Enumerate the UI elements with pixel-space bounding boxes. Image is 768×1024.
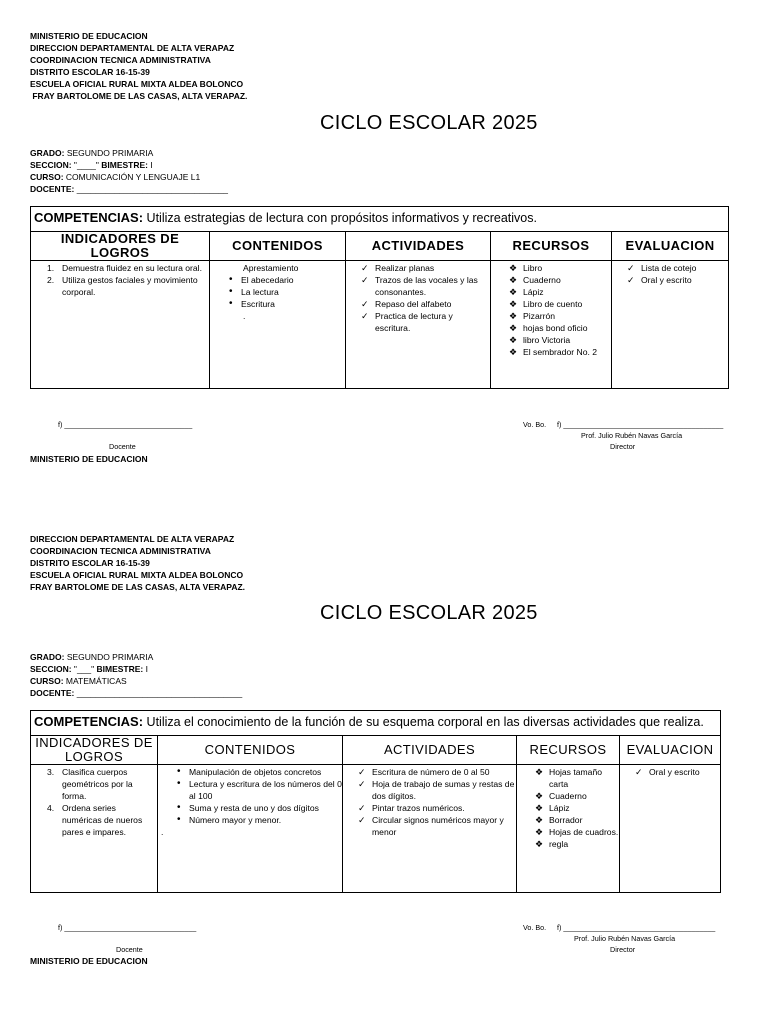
grado-value: SEGUNDO PRIMARIA [64, 652, 154, 662]
header-line: MINISTERIO DE EDUCACION [30, 31, 148, 41]
col-header-actividades: ACTIVIDADES [343, 736, 517, 765]
seccion-line [30, 159, 228, 171]
page2-title: CICLO ESCOLAR 2025 [320, 602, 538, 624]
footer-ministry: MINISTERIO DE EDUCACION [30, 454, 148, 464]
list-item: ❖ Lápiz [509, 287, 544, 297]
list-item: ❖ Borrador [535, 815, 583, 825]
seccion-value: "___" [71, 664, 97, 674]
docente-label: DOCENTE: [30, 688, 75, 698]
contenidos-heading: Aprestamiento [243, 263, 299, 273]
list-item: ❖ Cuaderno [509, 275, 561, 285]
list-item: • El abecedario [229, 274, 294, 285]
contenidos-tail: . [161, 827, 164, 837]
docente-value: ___________________________________ [74, 688, 243, 698]
list-item: • Manipulación de objetos concretos [177, 766, 322, 777]
col-header-indicadores: INDICADORES DE LOGROS [31, 736, 158, 765]
col-header-evaluacion: EVALUACION [612, 232, 729, 261]
header-line: DIRECCION DEPARTAMENTAL DE ALTA VERAPAZ [30, 43, 235, 53]
docente-signature-role: Docente [116, 945, 143, 954]
header-line: ESCUELA OFICIAL RURAL MIXTA ALDEA BOLONCO [30, 570, 244, 580]
director-signature-line: f) ______________________________________ [557, 923, 716, 932]
seccion-label: SECCION: [30, 160, 72, 170]
indicadores-cell [31, 765, 158, 893]
list-item: ❖ Libro [509, 263, 543, 273]
col-header-recursos: RECURSOS [491, 232, 612, 261]
col-header-indicadores: INDICADORES DE LOGROS [31, 232, 210, 261]
header-line: ESCUELA OFICIAL RURAL MIXTA ALDEA BOLONCO [30, 79, 244, 89]
header-line: FRAY BARTOLOME DE LAS CASAS, ALTA VERAPAZ. [30, 91, 248, 101]
competencias-text: Utiliza el conocimiento de la función de su esquema corporal en las diversas actividades que realiza. [143, 715, 704, 729]
contenidos-cell [210, 261, 346, 389]
list-item: ❖ Lápiz [535, 803, 570, 813]
list-item: ❖ Cuaderno [535, 791, 587, 801]
actividades-cell [346, 261, 491, 389]
competencias-row [31, 207, 729, 232]
list-item: • La lectura [229, 286, 279, 297]
header-line: DISTRITO ESCOLAR 16-15-39 [30, 558, 150, 568]
col-header-contenidos: CONTENIDOS [210, 232, 346, 261]
list-item: ✓ Circular signos numéricos mayor y menor [358, 815, 504, 837]
seccion-line [30, 663, 242, 675]
list-item: 3. Clasifica cuerpos geométricos por la forma. [47, 767, 133, 801]
col-header-contenidos: CONTENIDOS [158, 736, 343, 765]
director-name: Prof. Julio Rubén Navas García [574, 934, 676, 943]
list-item: 4. Ordena series numéricas de nueros pares e impares. [47, 803, 143, 837]
director-name: Prof. Julio Rubén Navas García [581, 431, 683, 440]
seccion-label: SECCION: [30, 664, 72, 674]
director-signature-line: f) ________________________________________ [557, 420, 724, 429]
list-item: ✓ Trazos de las vocales y las consonantes. [361, 275, 478, 297]
page1-title: CICLO ESCOLAR 2025 [320, 112, 538, 134]
grado-label: GRADO: [30, 652, 65, 662]
evaluacion-cell [612, 261, 729, 389]
grado-line [30, 147, 228, 159]
competencias-row [31, 711, 721, 736]
list-item: • Lectura y escritura de los números del 0 al 100 [177, 778, 342, 801]
vobo-label: Vo. Bo. [523, 923, 547, 932]
grado-value: SEGUNDO PRIMARIA [64, 148, 154, 158]
curso-line [30, 171, 228, 183]
list-item: 1. Demuestra fluidez en su lectura oral. [47, 263, 202, 273]
header-line: DIRECCION DEPARTAMENTAL DE ALTA VERAPAZ [30, 534, 235, 544]
list-item: ❖ Hojas de cuadros. [535, 827, 619, 837]
header-line: FRAY BARTOLOME DE LAS CASAS, ALTA VERAPAZ. [30, 582, 246, 592]
list-item: 2. Utiliza gestos faciales y movimiento corporal. [47, 275, 198, 297]
competencias-label: COMPETENCIAS: [34, 714, 144, 729]
list-item: ✓ Escritura de número de 0 al 50 [358, 767, 490, 777]
list-item: • Número mayor y menor. [177, 814, 282, 825]
page1-course-info [30, 147, 228, 195]
list-item: ✓ Oral y escrito [635, 767, 700, 777]
list-item: ❖ hojas bond oficio [509, 323, 588, 333]
recursos-cell [491, 261, 612, 389]
list-item: ❖ Libro de cuento [509, 299, 583, 309]
list-item: ✓ Repaso del alfabeto [361, 299, 452, 309]
contenidos-cell [158, 765, 343, 893]
bimestre-label: BIMESTRE: [96, 664, 144, 674]
director-role: Director [610, 442, 636, 451]
list-item: ❖ Hojas tamaño carta [535, 767, 603, 789]
curso-label: CURSO: [30, 172, 64, 182]
director-role: Director [610, 945, 636, 954]
actividades-cell [343, 765, 517, 893]
grado-label: GRADO: [30, 148, 65, 158]
vobo-label: Vo. Bo. [523, 420, 547, 429]
header-line: COORDINACION TECNICA ADMINISTRATIVA [30, 55, 211, 65]
list-item: • Suma y resta de uno y dos dígitos [177, 802, 319, 813]
evaluacion-cell [620, 765, 721, 893]
contenidos-tail: . [243, 311, 246, 321]
list-item: ❖ regla [535, 839, 569, 849]
list-item: ❖ El sembrador No. 2 [509, 347, 598, 357]
list-item: ✓ Practica de lectura y escritura. [361, 311, 453, 333]
curso-value: MATEMÁTICAS [63, 676, 127, 686]
docente-label: DOCENTE: [30, 184, 75, 194]
page1-header [30, 30, 247, 102]
page2-planning-table [30, 710, 721, 893]
recursos-cell [517, 765, 620, 893]
curso-line [30, 675, 242, 687]
docente-signature-role: Docente [109, 442, 136, 451]
header-line: DISTRITO ESCOLAR 16-15-39 [30, 67, 150, 77]
docente-line [30, 687, 242, 699]
list-item: ✓ Oral y escrito [627, 275, 692, 285]
seccion-value: "____" [71, 160, 102, 170]
col-header-recursos: RECURSOS [517, 736, 620, 765]
header-line: COORDINACION TECNICA ADMINISTRATIVA [30, 546, 211, 556]
col-header-evaluacion: EVALUACION [620, 736, 721, 765]
docente-signature-line: f) _________________________________ [58, 923, 197, 932]
list-item: ❖ Pizarrón [509, 311, 555, 321]
docente-line [30, 183, 228, 195]
competencias-text: Utiliza estrategias de lectura con propósitos informativos y recreativos. [143, 211, 537, 225]
page2-header [30, 533, 245, 593]
list-item: ✓ Pintar trazos numéricos. [358, 803, 465, 813]
list-item: ✓ Realizar planas [361, 263, 435, 273]
docente-value: ________________________________ [74, 184, 229, 194]
list-item: ✓ Hoja de trabajo de sumas y restas de dos dígitos. [358, 779, 515, 801]
grado-line [30, 651, 242, 663]
curso-value: COMUNICACIÓN Y LENGUAJE L1 [63, 172, 201, 182]
competencias-label: COMPETENCIAS: [34, 210, 144, 225]
page1-planning-table [30, 206, 729, 389]
page2-course-info [30, 651, 242, 699]
footer-ministry: MINISTERIO DE EDUCACION [30, 956, 148, 966]
list-item: ❖ libro Victoria [509, 335, 571, 345]
curso-label: CURSO: [30, 676, 64, 686]
col-header-actividades: ACTIVIDADES [346, 232, 491, 261]
bimestre-label: BIMESTRE: [101, 160, 148, 170]
bimestre-value: I [147, 160, 153, 170]
docente-signature-line: f) ________________________________ [58, 420, 193, 429]
bimestre-value: I [143, 664, 148, 674]
list-item: ✓ Lista de cotejo [627, 263, 697, 273]
indicadores-cell [31, 261, 210, 389]
list-item: • Escritura [229, 298, 275, 309]
